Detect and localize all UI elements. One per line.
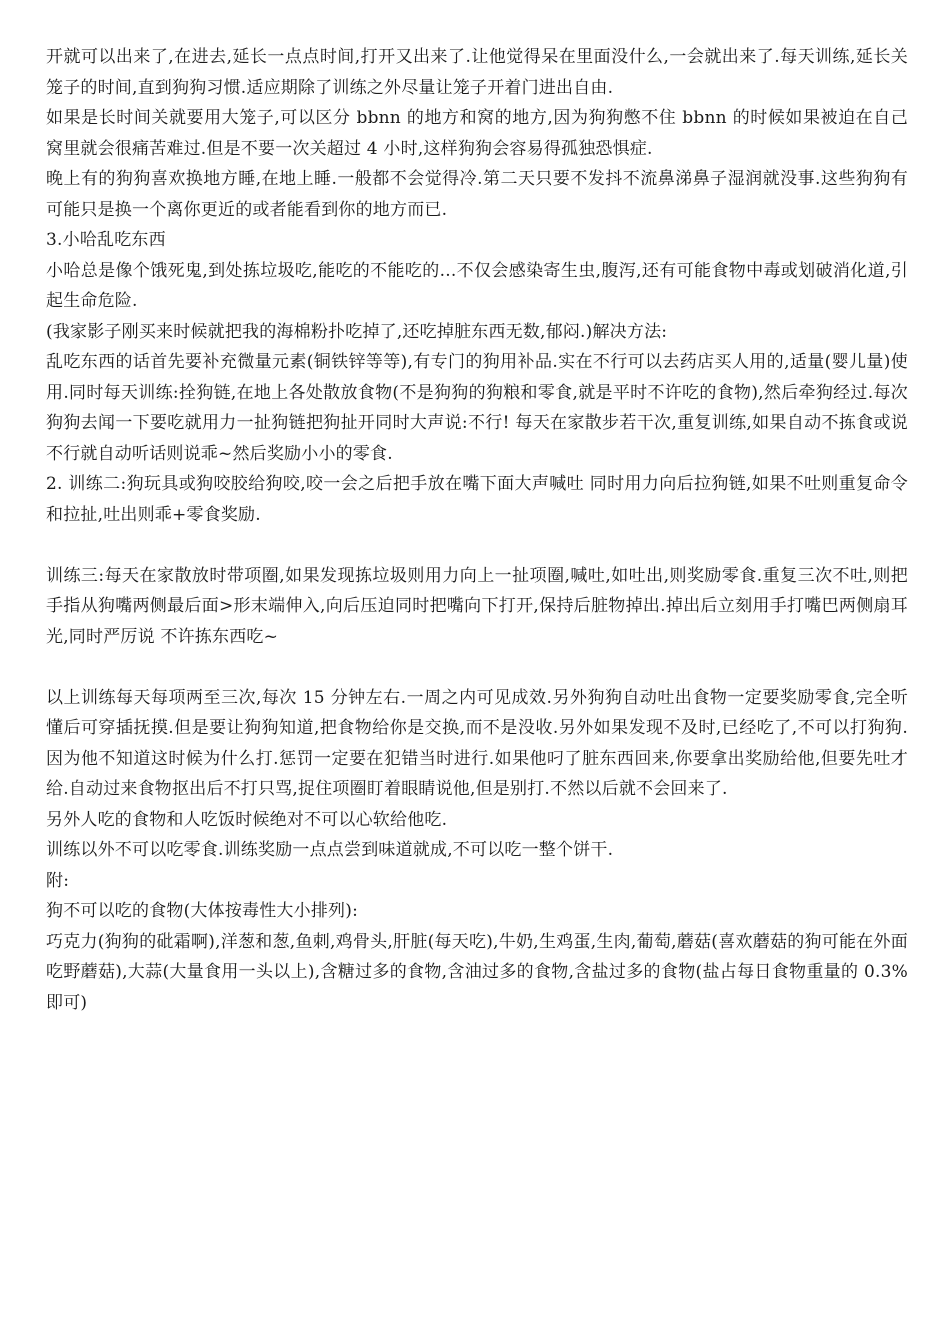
paragraph-cage-training-end: 开就可以出来了,在进去,延长一点点时间,打开又出来了.让他觉得呆在里面没什么,一会就出来了.每天训练,延长关笼子的时间,直到狗狗习惯.适应期除了训练之外尽量让笼子开着门进出自由.: [46, 47, 908, 98]
paragraph-large-cage: 如果是长时间关就要用大笼子,可以区分 bbnn 的地方和窝的地方,因为狗狗憋不住 bbnn 的时候如果被迫在自己窝里就会很痛苦难过.但是不要一次关超过 4 小时,这样狗狗会容易得孤独恐惧症.: [46, 108, 908, 159]
blank-line: [46, 652, 908, 683]
forbidden-food-heading: 狗不可以吃的食物(大体按毒性大小排列):: [46, 901, 358, 921]
paragraph-eating-problem: 小哈总是像个饿死鬼,到处拣垃圾吃,能吃的不能吃的...不仅会感染寄生虫,腹泻,还有可能食物中毒或划破消化道,引起生命危险.: [46, 260, 908, 311]
paragraph-training-two: 2. 训练二:狗玩具或狗咬胶给狗咬,咬一会之后把手放在嘴下面大声喊吐 同时用力向后拉狗链,如果不吐则重复命令和拉扯,吐出则乖+零食奖励.: [46, 474, 908, 525]
section-heading-eating: 3.小哈乱吃东西: [46, 230, 166, 250]
paragraph-personal-note: (我家影子刚买来时候就把我的海棉粉扑吃掉了,还吃掉脏东西无数,郁闷.)解决方法:: [46, 321, 668, 342]
forbidden-food-list: 巧克力(狗狗的砒霜啊),洋葱和葱,鱼刺,鸡骨头,肝脏(每天吃),牛奶,生鸡蛋,生肉,葡萄,蘑菇(喜欢蘑菇的狗可能在外面吃野蘑菇),大蒜(大量食用一头以上),含糖过多的食物,含油过多的食物,含盐过多的食物(盐占每日食物重量的 0.3%即可): [46, 931, 908, 1013]
appendix-label: 附:: [46, 870, 70, 891]
document-body: [46, 42, 908, 1018]
paragraph-training-three: 训练三:每天在家散放时带项圈,如果发现拣垃圾则用力向上一扯项圈,喊吐,如吐出,则奖励零食.重复三次不吐,则把手指从狗嘴两侧最后面>形末端伸入,向后压迫同时把嘴向下打开,保持后脏物掉出.掉出后立刻用手打嘴巴两侧扇耳光,同时严厉说 不许拣东西吃~: [46, 565, 908, 647]
paragraph-training-one: 乱吃东西的话首先要补充微量元素(铜铁锌等等),有专门的狗用补品.实在不行可以去药店买人用的,适量(婴儿量)使用.同时每天训练:拴狗链,在地上各处散放食物(不是狗狗的狗粮和零食,就是平时不许吃的食物),然后牵狗经过.每次狗狗去闻一下要吃就用力一扯狗链把狗扯开同时大声说:不行! 每天在家散步若干次,重复训练,如果自动不拣食或说不行就自动听话则说乖~然后奖励小小的零食.: [46, 352, 908, 464]
paragraph-human-food: 另外人吃的食物和人吃饭时候绝对不可以心软给他吃.: [46, 809, 448, 830]
paragraph-training-summary: 以上训练每天每项两至三次,每次 15 分钟左右.一周之内可见成效.另外狗狗自动吐出食物一定要奖励零食,完全听懂后可穿插抚摸.但是要让狗狗知道,把食物给你是交换,而不是没收.另外如果发现不及时,已经吃了,不可以打狗狗.因为他不知道这时候为什么打.惩罚一定要在犯错当时进行.如果他叼了脏东西回来,你要拿出奖励给他,但要先吐才给.自动过来食物抠出后不打只骂,捉住项圈盯着眼睛说他,但是别打.不然以后就不会回来了.: [46, 687, 908, 799]
paragraph-no-snacks: 训练以外不可以吃零食.训练奖励一点点尝到味道就成,不可以吃一整个饼干.: [46, 840, 614, 860]
paragraph-sleeping-place: 晚上有的狗狗喜欢换地方睡,在地上睡.一般都不会觉得冷.第二天只要不发抖不流鼻涕鼻子湿润就没事.这些狗狗有可能只是换一个离你更近的或者能看到你的地方而已.: [46, 169, 908, 220]
blank-line: [46, 530, 908, 561]
